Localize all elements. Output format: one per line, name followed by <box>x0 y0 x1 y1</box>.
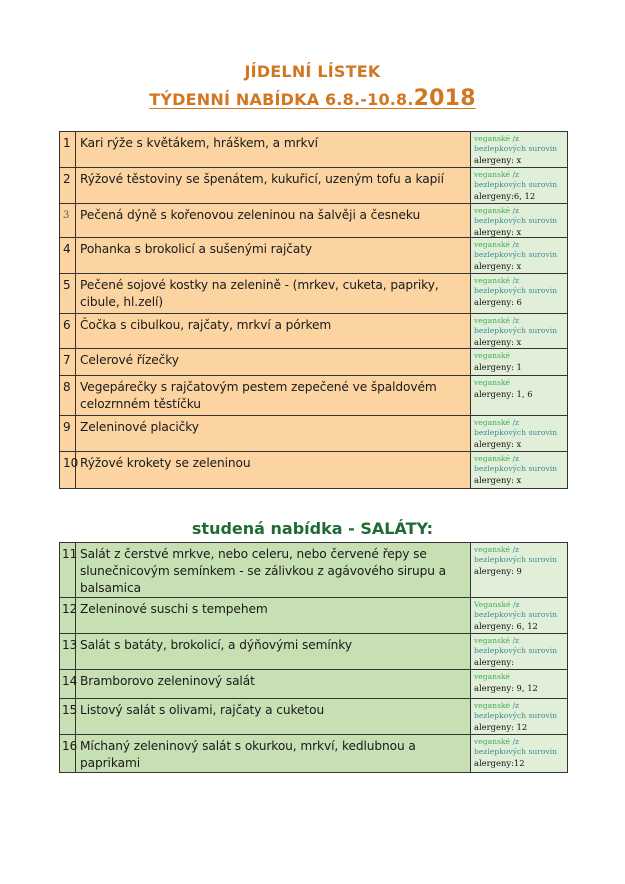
allergens-label: alergeny: 1, 6 <box>474 389 533 399</box>
menu-row <box>60 168 568 204</box>
item-number: 16 <box>60 735 76 773</box>
menu-row <box>60 416 568 452</box>
dish-info <box>471 735 568 773</box>
dish-name: Pečená dýně s kořenovou zeleninou na šalvěji a česneku <box>76 204 471 238</box>
dish-name: Zeleninové suschi s tempehem <box>76 598 471 634</box>
vegan-label: veganské <box>474 316 511 325</box>
vegan-label: veganské <box>474 240 511 249</box>
year: 2018 <box>413 86 476 111</box>
vegan-label: veganské <box>474 351 511 360</box>
gluten-free-label: /z bezlepkových surovin <box>474 206 558 225</box>
menu-row <box>60 314 568 349</box>
dish-info <box>471 598 568 634</box>
allergens-label: alergeny: <box>474 657 514 667</box>
allergens-label: alergeny: x <box>474 475 522 485</box>
allergens-label: alergeny: 6, 12 <box>474 621 538 631</box>
week-range-text: TÝDENNÍ NABÍDKA 6.8.-10.8. <box>149 90 414 109</box>
item-number: 9 <box>60 416 76 452</box>
vegan-label: veganské <box>474 170 511 179</box>
dish-info <box>471 376 568 416</box>
item-number: 12 <box>60 598 76 634</box>
dish-info <box>471 349 568 376</box>
gluten-free-label: /z bezlepkových surovin <box>474 454 558 473</box>
vegan-label: veganské <box>474 737 511 746</box>
dish-name: Celerové řízečky <box>76 349 471 376</box>
vegan-label: veganské <box>474 378 511 387</box>
dish-name: Rýžové krokety se zeleninou <box>76 452 471 489</box>
vegan-label: veganské <box>474 636 511 645</box>
dish-name: Čočka s cibulkou, rajčaty, mrkví a pórkem <box>76 314 471 349</box>
allergens-label: alergeny: 1 <box>474 362 522 372</box>
gluten-free-label: /z bezlepkových surovin <box>474 737 558 756</box>
menu-row <box>60 452 568 489</box>
dish-name: Kari rýže s květákem, hráškem, a mrkví <box>76 132 471 168</box>
menu-row <box>60 376 568 416</box>
vegan-label: veganské <box>474 206 511 215</box>
item-number: 10 <box>60 452 76 489</box>
vegan-label: Veganské <box>474 600 511 609</box>
dish-name: Salát s batáty, brokolicí, a dýňovými semínky <box>76 634 471 670</box>
menu-row <box>60 735 568 773</box>
gluten-free-label: /z bezlepkových surovin <box>474 636 558 655</box>
dish-name: Pohanka s brokolicí a sušenými rajčaty <box>76 238 471 274</box>
week-range <box>149 86 476 111</box>
item-number: 7 <box>60 349 76 376</box>
menu-row <box>60 634 568 670</box>
allergens-label: alergeny: 6 <box>474 297 522 307</box>
item-number: 1 <box>60 132 76 168</box>
menu-row <box>60 274 568 314</box>
menu-title: JÍDELNÍ LÍSTEK <box>244 62 381 81</box>
dish-info <box>471 238 568 274</box>
vegan-label: veganské <box>474 134 511 143</box>
dish-name: Listový salát s olivami, rajčaty a cuketou <box>76 699 471 735</box>
item-number: 2 <box>60 168 76 204</box>
gluten-free-label: /z bezlepkových surovin <box>474 170 558 189</box>
allergens-label: alergeny: x <box>474 155 522 165</box>
hot-menu-body <box>60 132 568 489</box>
dish-info <box>471 168 568 204</box>
gluten-free-label: /z bezlepkových surovin <box>474 134 558 153</box>
menu-row <box>60 204 568 238</box>
dish-info <box>471 274 568 314</box>
menu-subtitle <box>0 86 625 111</box>
menu-row <box>60 238 568 274</box>
menu-row <box>60 699 568 735</box>
dish-info <box>471 416 568 452</box>
allergens-label: alergeny:6, 12 <box>474 191 536 201</box>
item-number: 6 <box>60 314 76 349</box>
gluten-free-label: /z bezlepkových surovin <box>474 276 558 295</box>
dish-name: Salát z čerstvé mrkve, nebo celeru, nebo červené řepy se slunečnicovým semínkem - se zálivkou z agávového sirupu a balsamica <box>76 543 471 598</box>
hot-menu-table <box>59 131 568 489</box>
vegan-label: veganské <box>474 276 511 285</box>
gluten-free-label: /z bezlepkových surovin <box>474 600 558 619</box>
menu-row <box>60 543 568 598</box>
dish-info <box>471 132 568 168</box>
dish-info <box>471 634 568 670</box>
item-number: 5 <box>60 274 76 314</box>
menu-row <box>60 132 568 168</box>
dish-info <box>471 670 568 699</box>
dish-name: Zeleninové placičky <box>76 416 471 452</box>
dish-info <box>471 452 568 489</box>
menu-row <box>60 349 568 376</box>
vegan-label: veganské <box>474 418 511 427</box>
dish-name: Pečené sojové kostky na zelenině - (mrkev, cuketa, papriky, cibule, hl.zelí) <box>76 274 471 314</box>
allergens-label: alergeny: x <box>474 337 522 347</box>
cold-section-title: studená nabídka - SALÁTY: <box>191 519 434 538</box>
menu-row <box>60 598 568 634</box>
item-number: 4 <box>60 238 76 274</box>
vegan-label: veganské <box>474 701 511 710</box>
item-number: 8 <box>60 376 76 416</box>
allergens-label: alergeny: x <box>474 227 522 237</box>
vegan-label: veganské <box>474 545 511 554</box>
gluten-free-label: /z bezlepkových surovin <box>474 545 558 564</box>
vegan-label: veganské <box>474 454 511 463</box>
dish-info <box>471 699 568 735</box>
dish-name: Bramborovo zeleninový salát <box>76 670 471 699</box>
allergens-label: alergeny: 12 <box>474 722 528 732</box>
dish-name: Rýžové těstoviny se špenátem, kukuřicí, uzeným tofu a kapií <box>76 168 471 204</box>
gluten-free-label: /z bezlepkových surovin <box>474 701 558 720</box>
item-number: 13 <box>60 634 76 670</box>
gluten-free-label: /z bezlepkových surovin <box>474 316 558 335</box>
allergens-label: alergeny: 9, 12 <box>474 683 538 693</box>
vegan-label: veganské <box>474 672 511 681</box>
allergens-label: alergeny: x <box>474 439 522 449</box>
gluten-free-label: /z bezlepkových surovin <box>474 240 558 259</box>
item-number: 14 <box>60 670 76 699</box>
dish-name: Míchaný zeleninový salát s okurkou, mrkví, kedlubnou a paprikami <box>76 735 471 773</box>
allergens-label: alergeny: x <box>474 261 522 271</box>
dish-info <box>471 204 568 238</box>
cold-menu-table <box>59 542 568 773</box>
item-number: 15 <box>60 699 76 735</box>
item-number: 11 <box>60 543 76 598</box>
dish-info <box>471 543 568 598</box>
item-number: 3 <box>60 204 76 238</box>
dish-info <box>471 314 568 349</box>
allergens-label: alergeny:12 <box>474 758 525 768</box>
cold-menu-body <box>60 543 568 773</box>
allergens-label: alergeny: 9 <box>474 566 522 576</box>
gluten-free-label: /z bezlepkových surovin <box>474 418 558 437</box>
menu-row <box>60 670 568 699</box>
dish-name: Vegepárečky s rajčatovým pestem zepečené ve špaldovém celozrnném těstíčku <box>76 376 471 416</box>
